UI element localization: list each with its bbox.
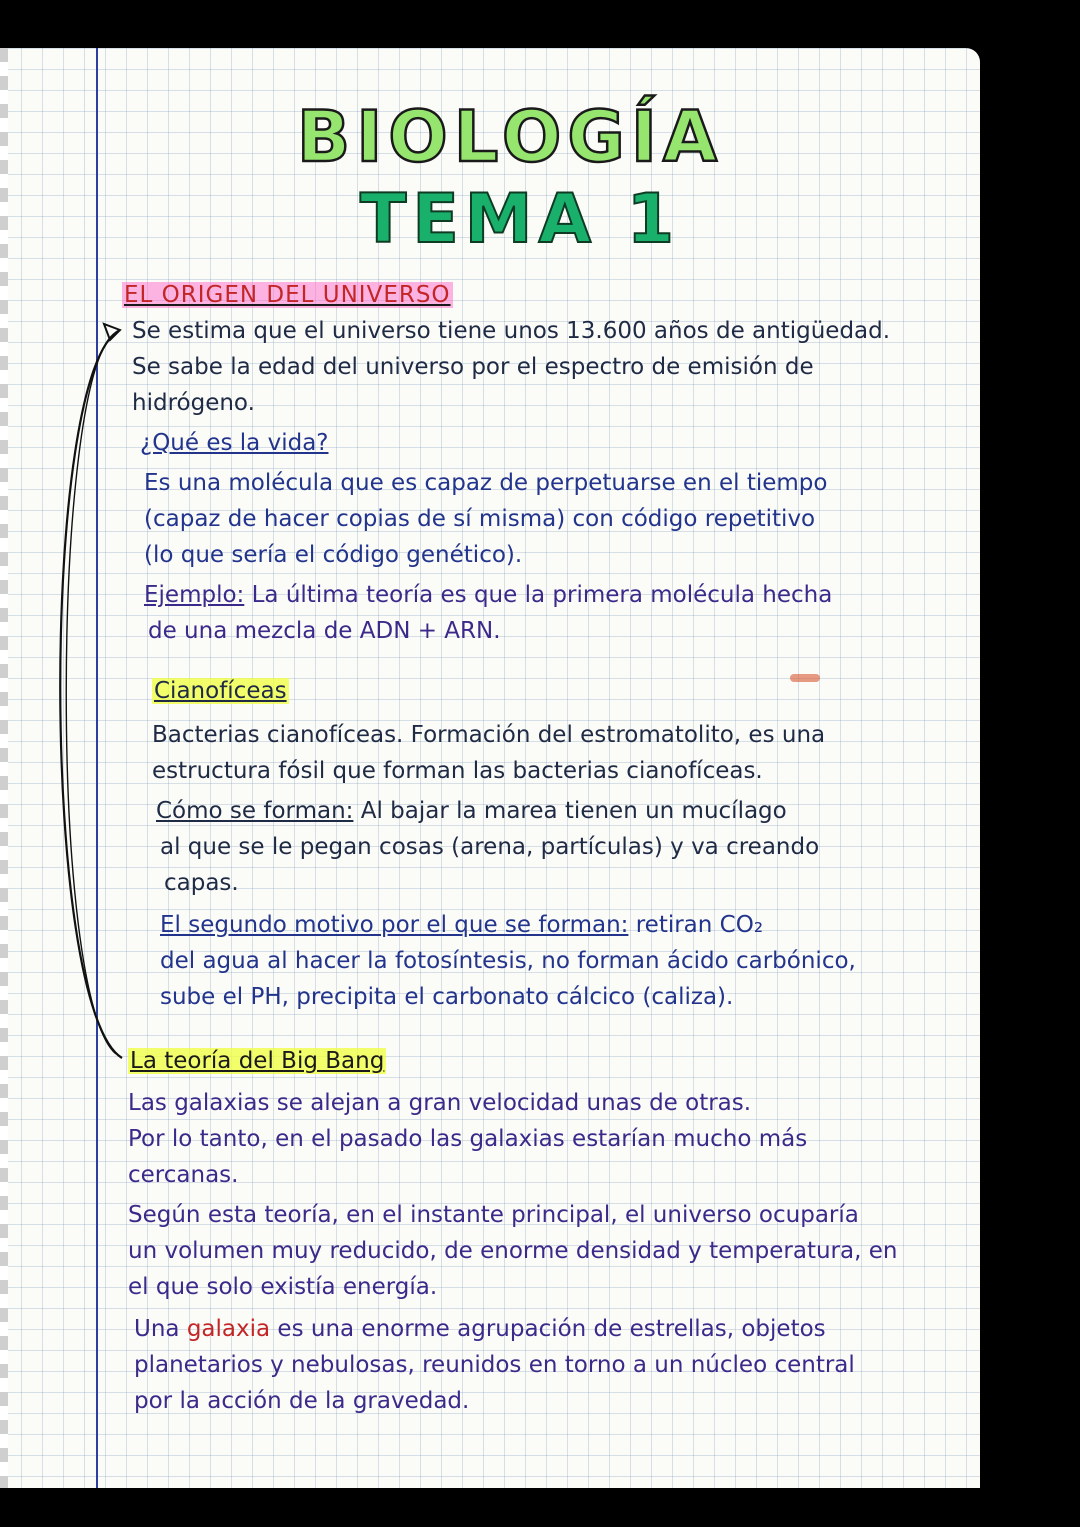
second-reason-line: El segundo motivo por el que se forman: retiran CO₂ <box>160 912 764 938</box>
note-line: el que solo existía energía. <box>128 1274 438 1300</box>
page-subtitle: TEMA 1 <box>359 180 681 259</box>
note-line: Por lo tanto, en el pasado las galaxias estarían mucho más <box>128 1126 808 1152</box>
question-heading: ¿Qué es la vida? <box>140 430 329 456</box>
connector-arrow-icon <box>0 48 980 1488</box>
example-line: Ejemplo: La última teoría es que la primera molécula hecha <box>144 582 833 608</box>
note-line: Es una molécula que es capaz de perpetuarse en el tiempo <box>144 470 828 496</box>
page-title: BIOLOGÍA <box>296 96 724 178</box>
section-heading-cyanophyceae: Cianofíceas <box>154 678 287 704</box>
note-line: Se estima que el universo tiene unos 13.600 años de antigüedad. <box>132 318 891 344</box>
note-line: Bacterias cianofíceas. Formación del estromatolito, es una <box>152 722 826 748</box>
note-line: cercanas. <box>128 1162 239 1188</box>
note-line: al que se le pegan cosas (arena, partículas) y va creando <box>160 834 820 860</box>
note-line: estructura fósil que forman las bacterias cianofíceas. <box>152 758 763 784</box>
note-line: Según esta teoría, en el instante principal, el universo ocuparía <box>128 1202 859 1228</box>
how-label: Cómo se forman: <box>156 798 354 824</box>
section-heading-big-bang: La teoría del Big Bang <box>130 1048 385 1074</box>
note-line: Se sabe la edad del universo por el espectro de emisión de <box>132 354 814 380</box>
example-label: Ejemplo: <box>144 582 245 608</box>
galaxy-definition-line: Una galaxia es una enorme agrupación de estrellas, objetos <box>134 1316 826 1342</box>
second-reason-label: El segundo motivo por el que se forman: <box>160 912 629 938</box>
ink-smudge <box>790 674 820 682</box>
section-heading-origin: EL ORIGEN DEL UNIVERSO <box>124 282 451 308</box>
note-line: del agua al hacer la fotosíntesis, no forman ácido carbónico, <box>160 948 856 974</box>
note-line: (lo que sería el código genético). <box>144 542 523 568</box>
note-line: capas. <box>164 870 239 896</box>
note-line: un volumen muy reducido, de enorme densidad y temperatura, en <box>128 1238 898 1264</box>
how-line: Cómo se forman: Al bajar la marea tienen un mucílago <box>156 798 787 824</box>
note-line: (capaz de hacer copias de sí misma) con código repetitivo <box>144 506 816 532</box>
notebook-page <box>0 48 980 1488</box>
note-line: planetarios y nebulosas, reunidos en torno a un núcleo central <box>134 1352 855 1378</box>
galaxy-keyword: galaxia <box>186 1316 271 1342</box>
note-line: de una mezcla de ADN + ARN. <box>148 618 501 644</box>
note-line: por la acción de la gravedad. <box>134 1388 470 1414</box>
note-line: sube el PH, precipita el carbonato cálcico (caliza). <box>160 984 734 1010</box>
note-line: hidrógeno. <box>132 390 255 416</box>
note-line: Las galaxias se alejan a gran velocidad unas de otras. <box>128 1090 752 1116</box>
